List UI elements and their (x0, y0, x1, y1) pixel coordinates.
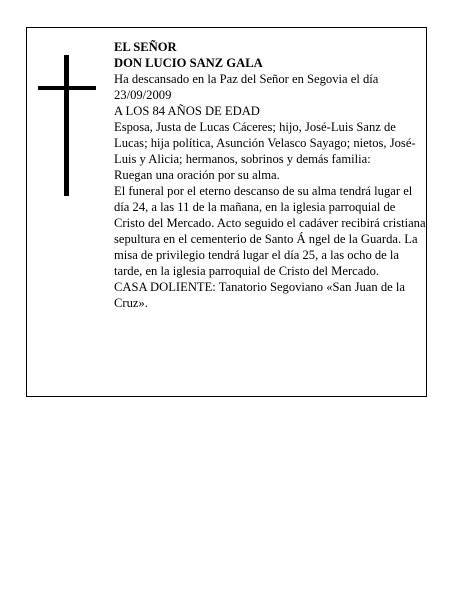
cross-horizontal-bar (38, 86, 96, 90)
family-list: Esposa, Justa de Lucas Cáceres; hijo, José-Luis Sanz de Lucas; hija política, Asunción Velasco Sayago; nietos, José-Luis y Alicia; hermanos, sobrinos y demás familia: (114, 120, 416, 166)
death-statement: Ha descansado en la Paz del Señor en Segovia el día 23/09/2009 (114, 72, 379, 102)
cross-vertical-bar (64, 55, 69, 196)
age-line: A LOS 84 AÑOS DE EDAD (114, 104, 260, 118)
title-honorific: EL SEÑOR (114, 40, 177, 54)
obituary-text (114, 39, 426, 311)
prayer-request: Ruegan una oración por su alma. (114, 168, 280, 182)
mourning-house: CASA DOLIENTE: Tanatorio Segoviano «San Juan de la Cruz». (114, 280, 405, 310)
funeral-details: El funeral por el eterno descanso de su alma tendrá lugar el día 24, a las 11 de la mañana, en la iglesia parroquial de Cristo del Mercado. Acto seguido el cadáver recibirá cristiana sepultura en el cementerio de Santo Á ngel de la Guarda. La misa de privilegio tendrá lugar el día 25, a las ocho de la tarde, en la iglesia parroquial de Cristo del Mercado. (114, 184, 426, 278)
deceased-name: DON LUCIO SANZ GALA (114, 56, 263, 70)
